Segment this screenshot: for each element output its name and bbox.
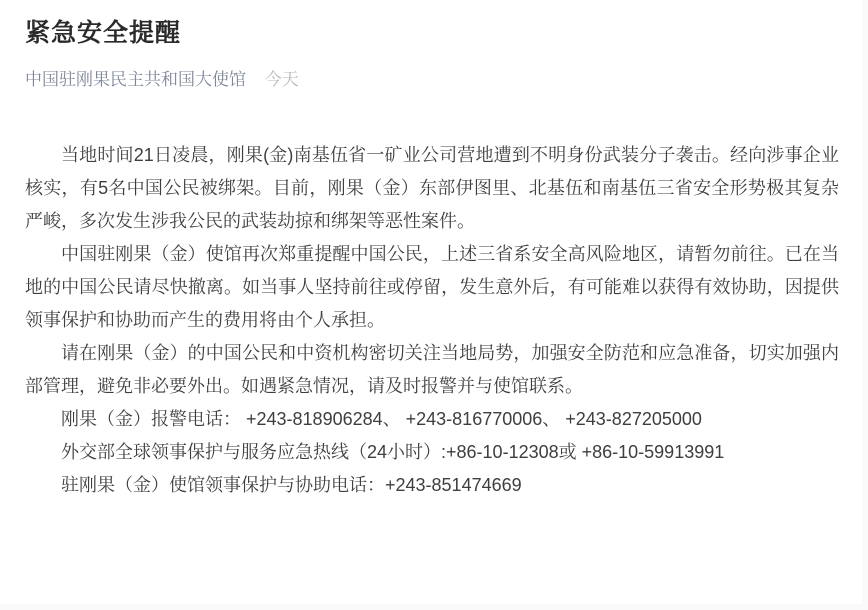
publish-date: 今天 — [264, 70, 299, 89]
account-name-link[interactable]: 中国驻刚果民主共和国大使馆 — [25, 70, 246, 89]
paragraph: 中国驻刚果（金）使馆再次郑重提醒中国公民，上述三省系安全高风险地区，请暂勿前往。已在当地的中国公民请尽快撤离。如当事人坚持前往或停留，发生意外后，有可能难以获得有效协助，因提供领事保护和协助而产生的费用将由个人承担。 — [25, 244, 839, 330]
article-body — [25, 139, 839, 502]
article-title: 紧急安全提醒 — [25, 19, 182, 47]
paragraph: 当地时间21日凌晨，刚果(金)南基伍省一矿业公司营地遭到不明身份武装分子袭击。经向涉事企业核实，有5名中国公民被绑架。目前，刚果（金）东部伊图里、北基伍和南基伍三省安全形势极其复杂严峻，多次发生涉我公民的武装劫掠和绑架等恶性案件。 — [25, 145, 839, 231]
paragraph: 请在刚果（金）的中国公民和中资机构密切关注当地局势，加强安全防范和应急准备，切实加强内部管理，避免非必要外出。如遇紧急情况，请及时报警并与使馆联系。 — [25, 343, 839, 396]
paragraph: 刚果（金）报警电话： +243-818906284、 +243-816770006、 +243-827205000 — [61, 409, 702, 429]
paragraph: 外交部全球领事保护与服务应急热线（24小时）:+86-10-12308或 +86-10-59913991 — [61, 442, 725, 462]
byline — [25, 70, 839, 90]
paragraph: 驻刚果（金）使馆领事保护与协助电话：+243-851474669 — [61, 475, 522, 495]
